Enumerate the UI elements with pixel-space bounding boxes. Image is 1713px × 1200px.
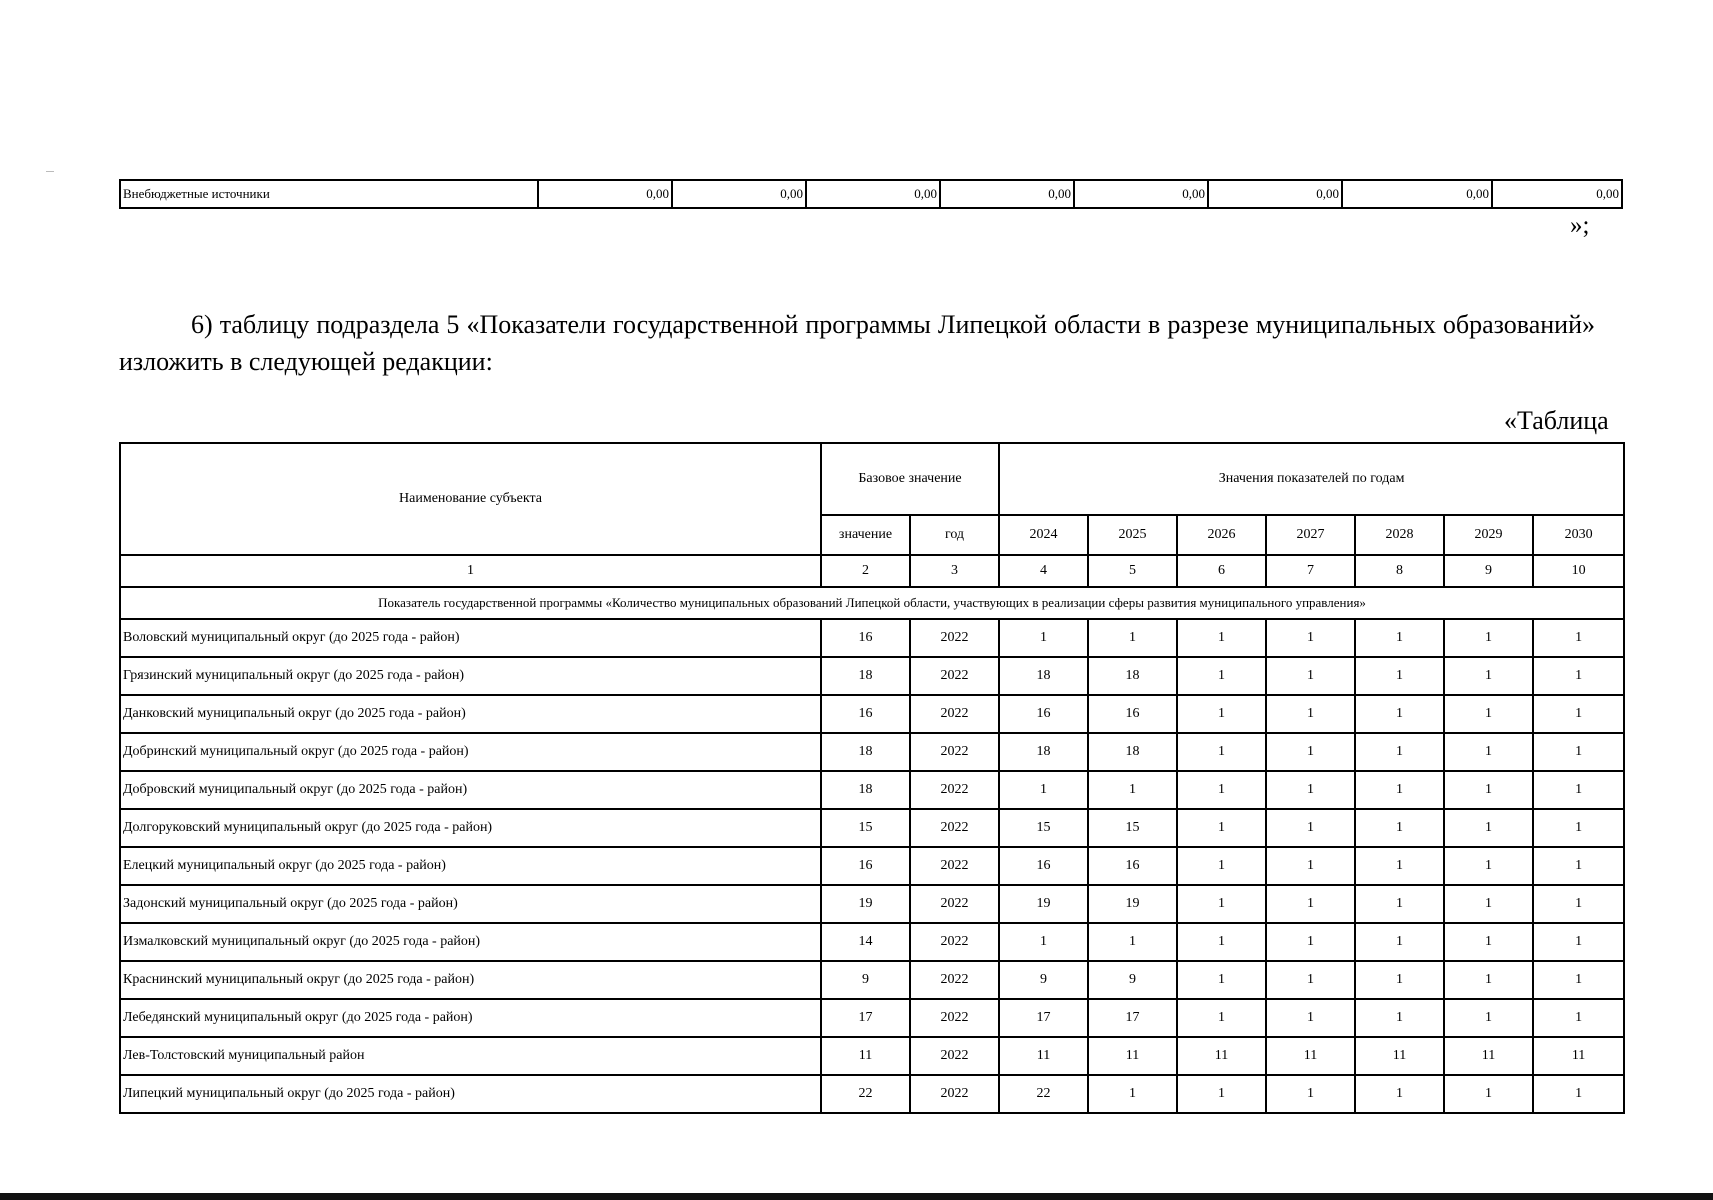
base-value: 18 (821, 657, 910, 695)
year-value: 1 (1533, 999, 1624, 1037)
funding-value: 0,00 (806, 180, 940, 208)
column-number: 5 (1088, 555, 1177, 587)
funding-table (119, 179, 1623, 209)
year-value: 1 (1088, 1075, 1177, 1113)
year-value: 1 (1266, 695, 1355, 733)
base-value: 11 (821, 1037, 910, 1075)
base-year: 2022 (910, 809, 999, 847)
header-value: значение (821, 515, 910, 555)
column-number: 9 (1444, 555, 1533, 587)
base-value: 17 (821, 999, 910, 1037)
indicators-table (119, 442, 1625, 1114)
year-value: 1 (1177, 733, 1266, 771)
year-value: 1 (1444, 961, 1533, 999)
funding-value: 0,00 (1492, 180, 1622, 208)
year-value: 1 (1533, 657, 1624, 695)
municipality-name: Елецкий муниципальный округ (до 2025 года - район) (120, 847, 821, 885)
header-year-2030: 2030 (1533, 515, 1624, 555)
municipality-name: Лев-Толстовский муниципальный район (120, 1037, 821, 1075)
year-value: 1 (1355, 657, 1444, 695)
year-value: 19 (999, 885, 1088, 923)
year-value: 1 (1266, 999, 1355, 1037)
year-value: 18 (999, 657, 1088, 695)
year-value: 1 (1444, 733, 1533, 771)
header-year-2029: 2029 (1444, 515, 1533, 555)
header-year-2027: 2027 (1266, 515, 1355, 555)
section-row (120, 587, 1624, 619)
year-value: 1 (1355, 961, 1444, 999)
year-value: 1 (1177, 1075, 1266, 1113)
year-value: 11 (1355, 1037, 1444, 1075)
year-value: 1 (1355, 923, 1444, 961)
table-row (120, 1037, 1624, 1075)
table-row (120, 771, 1624, 809)
header-year-2024: 2024 (999, 515, 1088, 555)
year-value: 1 (1177, 999, 1266, 1037)
year-value: 1 (1444, 771, 1533, 809)
funding-value: 0,00 (672, 180, 806, 208)
base-value: 22 (821, 1075, 910, 1113)
municipality-name: Данковский муниципальный округ (до 2025 года - район) (120, 695, 821, 733)
base-value: 18 (821, 733, 910, 771)
base-value: 16 (821, 847, 910, 885)
year-value: 1 (1444, 619, 1533, 657)
year-value: 1 (999, 923, 1088, 961)
year-value: 15 (1088, 809, 1177, 847)
header-year: год (910, 515, 999, 555)
year-value: 1 (1444, 923, 1533, 961)
municipality-name: Грязинский муниципальный округ (до 2025 года - район) (120, 657, 821, 695)
year-value: 1 (1177, 695, 1266, 733)
header-subject: Наименование субъекта (120, 443, 821, 555)
year-value: 9 (1088, 961, 1177, 999)
year-value: 1 (1533, 619, 1624, 657)
base-year: 2022 (910, 1037, 999, 1075)
year-value: 1 (1355, 771, 1444, 809)
year-value: 1 (1177, 657, 1266, 695)
year-value: 1 (1355, 885, 1444, 923)
year-value: 1 (1533, 733, 1624, 771)
year-value: 1 (1088, 771, 1177, 809)
base-value: 14 (821, 923, 910, 961)
year-value: 1 (1355, 733, 1444, 771)
year-value: 1 (1266, 733, 1355, 771)
year-value: 1 (1266, 771, 1355, 809)
year-value: 16 (1088, 695, 1177, 733)
section-title: Показатель государственной программы «Количество муниципальных образований Липецкой области, участвующих в реализации сферы развития муниципального управления» (120, 587, 1624, 619)
year-value: 1 (1444, 809, 1533, 847)
municipality-name: Добринский муниципальный округ (до 2025 года - район) (120, 733, 821, 771)
year-value: 1 (1355, 999, 1444, 1037)
column-number: 6 (1177, 555, 1266, 587)
year-value: 1 (1533, 1075, 1624, 1113)
year-value: 22 (999, 1075, 1088, 1113)
base-value: 18 (821, 771, 910, 809)
year-value: 1 (999, 771, 1088, 809)
funding-value: 0,00 (538, 180, 672, 208)
column-number: 3 (910, 555, 999, 587)
year-value: 18 (1088, 733, 1177, 771)
year-value: 11 (1533, 1037, 1624, 1075)
funding-value: 0,00 (1342, 180, 1492, 208)
year-value: 1 (1177, 961, 1266, 999)
year-value: 1 (1177, 809, 1266, 847)
table-body (120, 619, 1624, 1113)
year-value: 1 (1266, 1075, 1355, 1113)
year-value: 1 (1177, 619, 1266, 657)
municipality-name: Воловский муниципальный округ (до 2025 года - район) (120, 619, 821, 657)
base-year: 2022 (910, 885, 999, 923)
year-value: 11 (999, 1037, 1088, 1075)
funding-row (120, 180, 1622, 208)
year-value: 16 (1088, 847, 1177, 885)
base-year: 2022 (910, 961, 999, 999)
year-value: 1 (1444, 657, 1533, 695)
year-value: 1 (1533, 885, 1624, 923)
table-row (120, 619, 1624, 657)
year-value: 1 (1355, 847, 1444, 885)
base-year: 2022 (910, 999, 999, 1037)
table-row (120, 733, 1624, 771)
base-year: 2022 (910, 657, 999, 695)
table-row (120, 809, 1624, 847)
year-value: 11 (1266, 1037, 1355, 1075)
column-number: 1 (120, 555, 821, 587)
year-value: 1 (1088, 619, 1177, 657)
year-value: 1 (1444, 999, 1533, 1037)
column-number: 4 (999, 555, 1088, 587)
year-value: 16 (999, 695, 1088, 733)
year-value: 1 (1444, 1075, 1533, 1113)
year-value: 1 (1177, 771, 1266, 809)
year-value: 1 (1444, 847, 1533, 885)
year-value: 11 (1088, 1037, 1177, 1075)
year-value: 1 (1266, 809, 1355, 847)
year-value: 1 (1355, 809, 1444, 847)
year-value: 16 (999, 847, 1088, 885)
column-number: 8 (1355, 555, 1444, 587)
base-value: 16 (821, 619, 910, 657)
year-value: 1 (1533, 923, 1624, 961)
year-value: 1 (1177, 847, 1266, 885)
table-row (120, 847, 1624, 885)
header-by-years: Значения показателей по годам (999, 443, 1624, 515)
page-bottom-edge (0, 1193, 1713, 1200)
table-row (120, 999, 1624, 1037)
year-value: 1 (1266, 961, 1355, 999)
year-value: 11 (1444, 1037, 1533, 1075)
municipality-name: Измалковский муниципальный округ (до 2025 года - район) (120, 923, 821, 961)
base-year: 2022 (910, 695, 999, 733)
year-value: 1 (1266, 657, 1355, 695)
base-value: 9 (821, 961, 910, 999)
year-value: 1 (1355, 619, 1444, 657)
year-value: 17 (999, 999, 1088, 1037)
municipality-name: Долгоруковский муниципальный округ (до 2025 года - район) (120, 809, 821, 847)
table-caption: «Таблица (1504, 406, 1609, 435)
municipality-name: Лебедянский муниципальный округ (до 2025 года - район) (120, 999, 821, 1037)
year-value: 1 (1266, 923, 1355, 961)
year-value: 1 (1444, 695, 1533, 733)
year-value: 1 (1533, 809, 1624, 847)
year-value: 1 (1177, 885, 1266, 923)
municipality-name: Задонский муниципальный округ (до 2025 года - район) (120, 885, 821, 923)
base-value: 16 (821, 695, 910, 733)
funding-value: 0,00 (940, 180, 1074, 208)
year-value: 1 (1533, 771, 1624, 809)
column-number: 2 (821, 555, 910, 587)
scan-artifact (46, 171, 54, 172)
year-value: 15 (999, 809, 1088, 847)
year-value: 1 (1177, 923, 1266, 961)
base-year: 2022 (910, 619, 999, 657)
year-value: 1 (1088, 923, 1177, 961)
year-value: 1 (1533, 695, 1624, 733)
base-value: 19 (821, 885, 910, 923)
amendment-paragraph: 6) таблицу подраздела 5 «Показатели государственной программы Липецкой области в разрезе муниципальных образований» изложить в следующей редакции: (119, 310, 1595, 376)
base-year: 2022 (910, 771, 999, 809)
header-row (120, 443, 1624, 515)
base-year: 2022 (910, 923, 999, 961)
table-row (120, 961, 1624, 999)
table-row (120, 1075, 1624, 1113)
year-value: 11 (1177, 1037, 1266, 1075)
header-year-2025: 2025 (1088, 515, 1177, 555)
year-value: 1 (1266, 847, 1355, 885)
column-number: 7 (1266, 555, 1355, 587)
year-value: 1 (1266, 619, 1355, 657)
year-value: 1 (1355, 1075, 1444, 1113)
municipality-name: Краснинский муниципальный округ (до 2025 года - район) (120, 961, 821, 999)
funding-value: 0,00 (1208, 180, 1342, 208)
funding-value: 0,00 (1074, 180, 1208, 208)
base-year: 2022 (910, 1075, 999, 1113)
column-number: 10 (1533, 555, 1624, 587)
year-value: 18 (999, 733, 1088, 771)
base-year: 2022 (910, 847, 999, 885)
year-value: 1 (1533, 961, 1624, 999)
funding-label: Внебюджетные источники (120, 180, 538, 208)
table-row (120, 885, 1624, 923)
table-row (120, 657, 1624, 695)
year-value: 1 (1266, 885, 1355, 923)
column-number-row (120, 555, 1624, 587)
header-year-2026: 2026 (1177, 515, 1266, 555)
municipality-name: Добровский муниципальный округ (до 2025 года - район) (120, 771, 821, 809)
table-row (120, 695, 1624, 733)
municipality-name: Липецкий муниципальный округ (до 2025 года - район) (120, 1075, 821, 1113)
year-value: 9 (999, 961, 1088, 999)
header-year-2028: 2028 (1355, 515, 1444, 555)
base-value: 15 (821, 809, 910, 847)
year-value: 19 (1088, 885, 1177, 923)
table-row (120, 923, 1624, 961)
header-base: Базовое значение (821, 443, 999, 515)
year-value: 1 (1355, 695, 1444, 733)
year-value: 1 (999, 619, 1088, 657)
year-value: 18 (1088, 657, 1177, 695)
closing-quote: »; (1570, 212, 1590, 239)
year-value: 17 (1088, 999, 1177, 1037)
year-value: 1 (1444, 885, 1533, 923)
year-value: 1 (1533, 847, 1624, 885)
base-year: 2022 (910, 733, 999, 771)
